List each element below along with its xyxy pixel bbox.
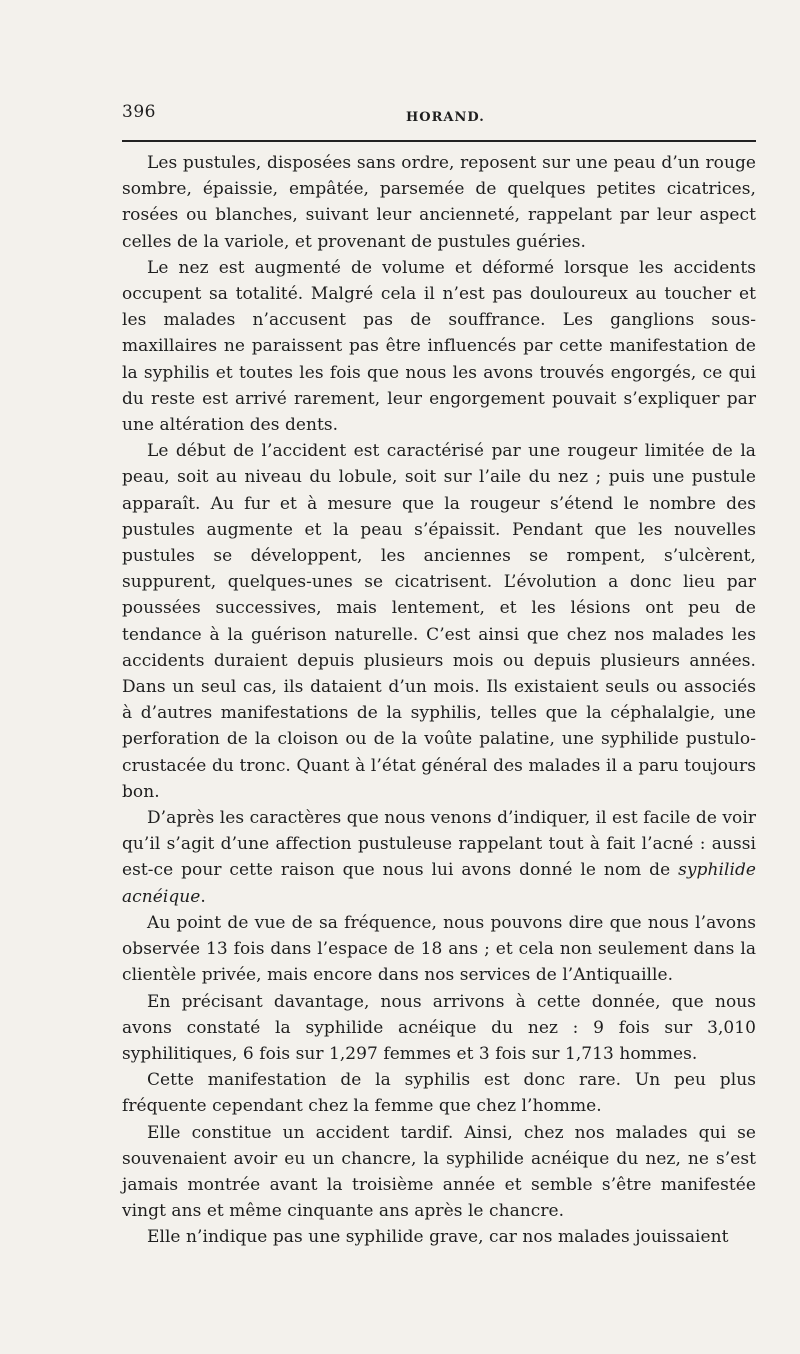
running-head: HORAND. bbox=[406, 110, 485, 125]
paragraph: En précisant davantage, nous arrivons à cette donnée, que nous avons constaté la syphilide acnéique du nez : 9 fois sur 3,010 syphilitiques, 6 fois sur 1,297 femmes et 3 fois sur 1,713 hommes. bbox=[122, 991, 756, 1064]
page-number: 396 bbox=[122, 102, 156, 122]
paragraph: Les pustules, disposées sans ordre, reposent sur une peau d’un rouge sombre, épaissie, empâtée, parsemée de quelques petites cicatrices, rosées ou blanches, suivant leur ancienneté, rappelant par leur aspect celles de la variole, et provenant de pustules guéries. bbox=[122, 153, 756, 252]
paragraph: D’après les caractères que nous venons d’indiquer, il est facile de voir qu’il s’agit d’une affection pustuleuse rappelant tout à fait l’acné : aussi est-ce pour cette raison que nous lui avons donné le nom de syphilide acnéique. bbox=[122, 808, 756, 907]
paragraph: Elle n’indique pas une syphilide grave, car nos malades jouissaient bbox=[147, 1227, 729, 1248]
italic-term: syphilide acnéique bbox=[122, 860, 756, 907]
paragraph: Au point de vue de sa fréquence, nous pouvons dire que nous l’avons observée 13 fois dans l’espace de 18 ans ; et cela non seulement dans la clientèle privée, mais encore dans nos services de l’Antiquaille. bbox=[122, 912, 756, 986]
paragraph: Le nez est augmenté de volume et déformé lorsque les accidents occupent sa totalité. Malgré cela il n’est pas douloureux au toucher et les malades n’accusent pas de souffrance. Les ganglions sous-maxillaires ne paraissent pas être influencés par cette manifestation de la syphilis et toutes les fois que nous les avons trouvés engorgés, ce qui du reste est arrivé rarement, leur engorgement pouvait s’expliquer par une altération des dents. bbox=[122, 257, 756, 436]
body-text bbox=[122, 150, 756, 1251]
paragraph: Le début de l’accident est caractérisé par une rougeur limitée de la peau, soit au niveau du lobule, soit sur l’aile du nez ; puis une pustule apparaît. Au fur et à mesure que la rougeur s’étend le nombre des pustules augmente et la peau s’épaissit. Pendant que les nouvelles pustules se développent, les anciennes se rompent, s’ulcèrent, suppurent, quelques-unes se cicatrisent. L’évolution a donc lieu par poussées successives, mais lentement, et les lésions ont peu de tendance à la guérison naturelle. C’est ainsi que chez nos malades les accidents duraient depuis plusieurs mois ou depuis plusieurs années. Dans un seul cas, ils dataient d’un mois. Ils existaient seuls ou associés à d’autres manifestations de la syphilis, telles que la céphalalgie, une perforation de la cloison ou de la voûte palatine, une syphilide pustulo-crustacée du tronc. Quant à l’état général des malades il a paru toujours bon. bbox=[122, 441, 756, 802]
paragraph: Cette manifestation de la syphilis est donc rare. Un peu plus fréquente cependant chez la femme que chez l’homme. bbox=[122, 1070, 756, 1117]
header-rule bbox=[122, 140, 756, 142]
paragraph: Elle constitue un accident tardif. Ainsi, chez nos malades qui se souvenaient avoir eu un chancre, la syphilide acnéique du nez, ne s’est jamais montrée avant la troisième année et semble s’être manifestée vingt ans et même cinquante ans après le chancre. bbox=[122, 1122, 756, 1222]
